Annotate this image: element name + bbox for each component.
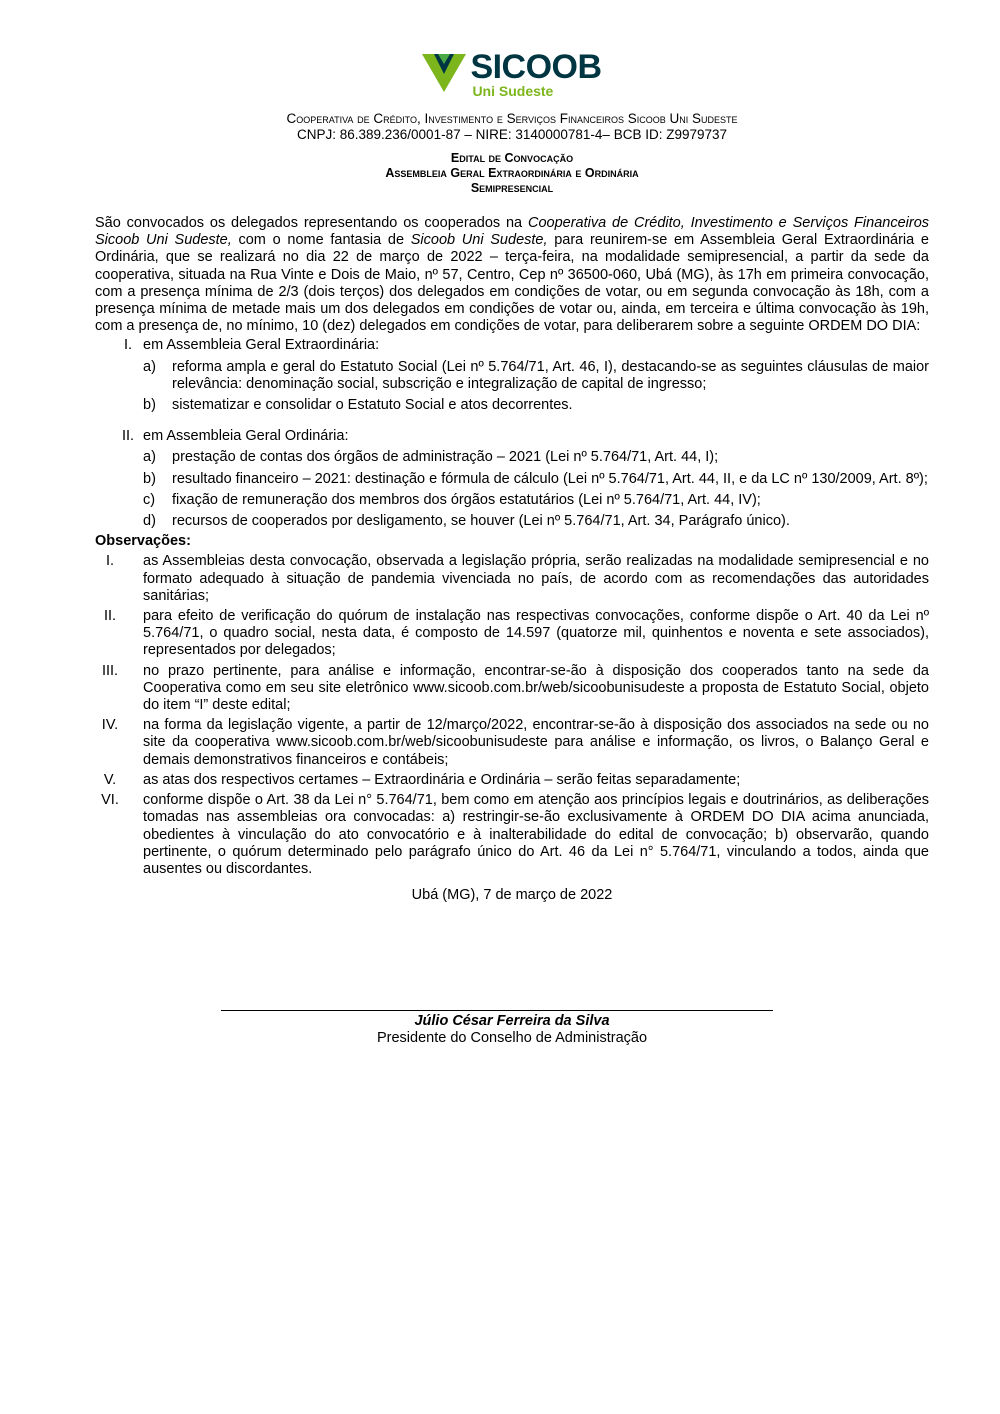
list-item-letter: a) — [143, 358, 156, 375]
list-item — [95, 663, 929, 715]
agenda-title: em Assembleia Geral Extraordinária: — [143, 337, 380, 354]
list-item — [95, 553, 929, 605]
list-item-number: V. — [103, 771, 117, 788]
signer-name: Júlio César Ferreira da Silva — [414, 1013, 610, 1029]
agenda-number: I. — [123, 337, 133, 354]
list-item-text: as Assembleias desta convocação, observada a legislação própria, serão realizadas na modalidade semipresencial e no formato adequado à situação de pandemia vivenciada no país, de acordo com as recomendações das autoridades sanitárias; — [143, 553, 929, 604]
agenda-ordinary — [95, 428, 929, 530]
list-item-text: para efeito de verificação do quórum de instalação nas respectivas convocações, conforme dispõe o Art. 40 da Lei nº 5.764/71, o quadro social, nesta data, é composto de 14.597 (quatorze mil, quinhentos e noventa e sete associados), representados por delegados; — [143, 608, 929, 659]
observations-title: Observações: — [95, 533, 191, 550]
list-item — [95, 772, 929, 789]
observations-list — [95, 553, 929, 878]
cooperative-name: Cooperativa de Crédito, Investimento e Serviços Financeiros Sicoob Uni Sudeste — [286, 111, 738, 126]
list-item-letter: a) — [143, 449, 156, 466]
list-item-text: no prazo pertinente, para análise e informação, encontrar-se-ão à disposição dos cooperados tanto na sede da Cooperativa como em seu site eletrônico www.sicoob.com.br/web/sicoobunisudeste a proposta de Estatuto Social, objeto do item “I” deste edital; — [143, 662, 929, 714]
agenda-number: II. — [121, 428, 135, 445]
list-item-number: IV. — [101, 717, 119, 734]
sicoob-logo-icon — [422, 54, 466, 92]
cooperative-ids: CNPJ: 86.389.236/0001-87 – NIRE: 3140000781-4– BCB ID: Z9979737 — [296, 127, 728, 142]
list-item-text: recursos de cooperados por desligamento, se houver (Lei nº 5.764/71, Art. 34, Parágrafo único). — [172, 513, 790, 530]
document-date: Ubá (MG), 7 de março de 2022 — [411, 887, 613, 904]
list-item-number: VI. — [101, 792, 119, 809]
intro-fantasy-name: Sicoob Uni Sudeste, — [410, 232, 548, 249]
agenda-extraordinary — [95, 337, 929, 414]
list-item-text: na forma da legislação vigente, a partir de 12/março/2022, encontrar-se-ão à disposição dos associados na sede ou no site da cooperativa www.sicoob.com.br/web/sicoobunisudeste para análise e informação, os livros, o Balanço Geral e demais demonstrativos financeiros e contábeis; — [143, 717, 929, 768]
list-item — [95, 792, 929, 878]
sicoob-logo — [95, 50, 929, 105]
edital-title-line2: Assembleia Geral Extraordinária e Ordinária — [385, 166, 639, 180]
list-item — [95, 717, 929, 769]
signer-role: Presidente do Conselho de Administração — [376, 1030, 648, 1046]
list-item-letter: b) — [143, 397, 156, 414]
list-item-number: I. — [105, 553, 115, 570]
list-item-text: conforme dispõe o Art. 38 da Lei n° 5.764/71, bem como em atenção aos princípios legais e doutrinários, as deliberações tomadas nas assembleias ora convocadas: a) restringir-se-ão exclusivamente à ORDEM DO DIA acima anunciada, obedientes à vinculação do ato convocatório e à inalterabilidade do edital de convocação; b) observarão, quando pertinente, o quórum determinado pelo parágrafo único do Art. 46 da Lei n° 5.764/71, vinculando a todos, ainda que ausentes ou discordantes. — [143, 792, 929, 877]
list-item-letter: d) — [143, 513, 156, 530]
edital-title-line1: Edital de Convocação — [450, 151, 574, 165]
list-item-text: reforma ampla e geral do Estatuto Social (Lei nº 5.764/71, Art. 46, I), destacando-se as seguintes cláusulas de maior relevância: denominação social, subscrição e integralização de capital de ingresso; — [172, 358, 929, 392]
edital-title — [95, 151, 929, 196]
list-item-letter: c) — [143, 491, 156, 508]
list-item-number: III. — [101, 662, 119, 679]
list-item — [95, 608, 929, 660]
intro-text-1: São convocados os delegados representando os cooperados na — [95, 215, 528, 231]
intro-paragraph — [95, 215, 929, 335]
list-item-text: prestação de contas dos órgãos de administração – 2021 (Lei nº 5.764/71, Art. 44, I); — [172, 449, 719, 466]
list-item — [143, 359, 929, 393]
logo-name: SICOOB — [470, 48, 602, 86]
list-item — [143, 492, 929, 509]
list-item-letter: b) — [143, 470, 156, 487]
signature-line — [221, 1010, 773, 1011]
document-page — [95, 48, 930, 1046]
list-item-text: resultado financeiro – 2021: destinação e fórmula de cálculo (Lei nº 5.764/71, Art. 44, II, e da LC nº 130/2009, Art. 8º); — [172, 470, 928, 487]
list-item-text: fixação de remuneração dos membros dos órgãos estatutários (Lei nº 5.764/71, Art. 44, IV); — [172, 491, 761, 508]
edital-title-line3: Semipresencial — [470, 181, 554, 195]
list-item-text: as atas dos respectivos certames – Extraordinária e Ordinária – serão feitas separadamente; — [143, 771, 741, 788]
list-item-text: sistematizar e consolidar o Estatuto Social e atos decorrentes. — [172, 397, 573, 414]
list-item — [143, 397, 929, 414]
logo-subtitle: Uni Sudeste — [472, 83, 554, 99]
list-item — [143, 471, 929, 488]
intro-text-2: com o nome fantasia de — [231, 232, 411, 249]
intro-coop-name: Cooperativa de Crédito, Investimento e Serviços Financeiros Sicoob Uni Sudeste, — [95, 215, 930, 249]
list-item-number: II. — [103, 608, 117, 625]
intro-text-3: para reunirem-se em Assembleia Geral Extraordinária e Ordinária, que se realizará no dia 22 de março de 2022 – terça-feira, na modalidade semipresencial, a partir da sede da cooperativa, situada na Rua Vinte e Dois de Maio, nº 57, Centro, Cep nº 36500-060, Ubá (MG), às 17h em primeira convocação, com a presença mínima de 2/3 (dois terços) dos delegados em condições de votar, ou em segunda convocação às 18h, com a presença mínima de metade mais um dos delegados em condições de votar ou, ainda, em terceira e última convocação às 19h, com a presença de, no mínimo, 10 (dez) delegados em condições de votar, para deliberarem sobre a seguinte ORDEM DO DIA: — [95, 232, 929, 335]
list-item — [143, 449, 929, 466]
list-item — [143, 513, 929, 530]
agenda-title: em Assembleia Geral Ordinária: — [143, 428, 349, 445]
